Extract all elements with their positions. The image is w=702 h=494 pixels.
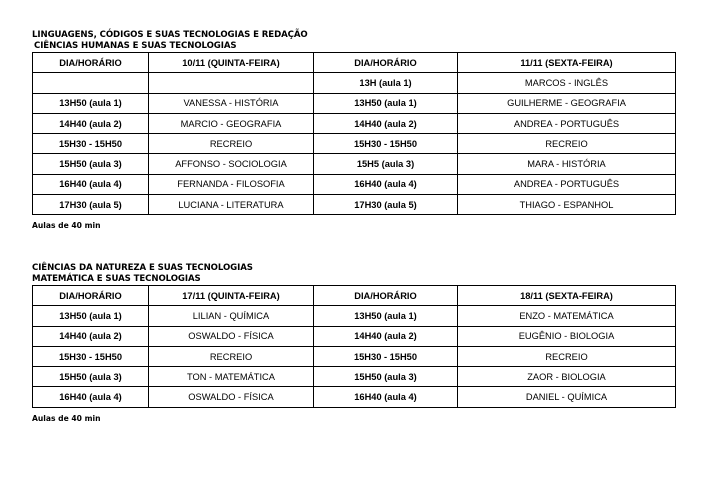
schedule-table [32, 285, 676, 408]
teacher-subject: RECREIO [149, 346, 314, 366]
schedule-section-sciences-math [32, 263, 675, 423]
teacher-subject: LILIAN - QUÍMICA [149, 306, 314, 326]
teacher-subject: ANDREA - PORTUGUÊS [458, 174, 676, 194]
teacher-subject: DANIEL - QUÍMICA [458, 387, 676, 407]
teacher-subject: LUCIANA - LITERATURA [149, 195, 314, 215]
time-slot: 14H40 (aula 2) [314, 326, 458, 346]
teacher-subject: RECREIO [458, 346, 676, 366]
table-header-row [33, 286, 676, 306]
time-slot: 15H30 - 15H50 [33, 134, 149, 154]
time-slot: 17H30 (aula 5) [314, 195, 458, 215]
time-slot: 16H40 (aula 4) [33, 387, 149, 407]
section-subtitle: CIÊNCIAS HUMANAS E SUAS TECNOLOGIAS [34, 41, 237, 51]
section-subtitle: MATEMÁTICA E SUAS TECNOLOGIAS [32, 274, 201, 284]
table-row [33, 346, 676, 366]
time-slot: 15H50 (aula 3) [33, 154, 149, 174]
time-slot: 14H40 (aula 2) [33, 113, 149, 133]
class-duration-note: Aulas de 40 min [32, 413, 101, 423]
table-row [33, 306, 676, 326]
teacher-subject: ENZO - MATEMÁTICA [458, 306, 676, 326]
header-day-time: DIA/HORÁRIO [314, 286, 458, 306]
section-title: LINGUAGENS, CÓDIGOS E SUAS TECNOLOGIAS E REDAÇÃO [32, 30, 308, 40]
time-slot: 13H50 (aula 1) [314, 306, 458, 326]
teacher-subject: ZAOR - BIOLOGIA [458, 367, 676, 387]
teacher-subject: OSWALDO - FÍSICA [149, 326, 314, 346]
teacher-subject: ANDREA - PORTUGUÊS [458, 113, 676, 133]
teacher-subject: AFFONSO - SOCIOLOGIA [149, 154, 314, 174]
time-slot: 16H40 (aula 4) [33, 174, 149, 194]
teacher-subject: FERNANDA - FILOSOFIA [149, 174, 314, 194]
header-day-time: DIA/HORÁRIO [314, 53, 458, 73]
teacher-subject: VANESSA - HISTÓRIA [149, 93, 314, 113]
section-title: CIÊNCIAS DA NATUREZA E SUAS TECNOLOGIAS [32, 263, 253, 273]
teacher-subject: EUGÊNIO - BIOLOGIA [458, 326, 676, 346]
teacher-subject: GUILHERME - GEOGRAFIA [458, 93, 676, 113]
table-row [33, 154, 676, 174]
teacher-subject: RECREIO [149, 134, 314, 154]
table-row [33, 174, 676, 194]
time-slot: 15H50 (aula 3) [33, 367, 149, 387]
teacher-subject: THIAGO - ESPANHOL [458, 195, 676, 215]
teacher-subject: OSWALDO - FÍSICA [149, 387, 314, 407]
class-duration-note: Aulas de 40 min [32, 221, 101, 231]
schedule-section-languages-humanities [32, 30, 675, 230]
time-slot: 16H40 (aula 4) [314, 174, 458, 194]
time-slot: 13H50 (aula 1) [314, 93, 458, 113]
header-day-time: DIA/HORÁRIO [33, 286, 149, 306]
table-row [33, 367, 676, 387]
teacher-subject [149, 73, 314, 93]
teacher-subject: RECREIO [458, 134, 676, 154]
time-slot: 15H30 - 15H50 [314, 134, 458, 154]
time-slot: 13H50 (aula 1) [33, 93, 149, 113]
table-row [33, 73, 676, 93]
time-slot: 16H40 (aula 4) [314, 387, 458, 407]
time-slot: 14H40 (aula 2) [33, 326, 149, 346]
header-date-thursday: 17/11 (QUINTA-FEIRA) [149, 286, 314, 306]
teacher-subject: MARA - HISTÓRIA [458, 154, 676, 174]
table-row [33, 195, 676, 215]
schedule-table [32, 52, 676, 215]
time-slot [33, 73, 149, 93]
table-row [33, 134, 676, 154]
header-date-friday: 18/11 (SEXTA-FEIRA) [458, 286, 676, 306]
time-slot: 13H (aula 1) [314, 73, 458, 93]
table-header-row [33, 53, 676, 73]
time-slot: 17H30 (aula 5) [33, 195, 149, 215]
table-row [33, 113, 676, 133]
time-slot: 15H30 - 15H50 [314, 346, 458, 366]
time-slot: 15H50 (aula 3) [314, 367, 458, 387]
header-date-thursday: 10/11 (QUINTA-FEIRA) [149, 53, 314, 73]
table-row [33, 93, 676, 113]
teacher-subject: TON - MATEMÁTICA [149, 367, 314, 387]
header-day-time: DIA/HORÁRIO [33, 53, 149, 73]
header-date-friday: 11/11 (SEXTA-FEIRA) [458, 53, 676, 73]
table-row [33, 387, 676, 407]
time-slot: 15H30 - 15H50 [33, 346, 149, 366]
time-slot: 15H5 (aula 3) [314, 154, 458, 174]
teacher-subject: MARCIO - GEOGRAFIA [149, 113, 314, 133]
time-slot: 13H50 (aula 1) [33, 306, 149, 326]
teacher-subject: MARCOS - INGLÊS [458, 73, 676, 93]
table-row [33, 326, 676, 346]
time-slot: 14H40 (aula 2) [314, 113, 458, 133]
